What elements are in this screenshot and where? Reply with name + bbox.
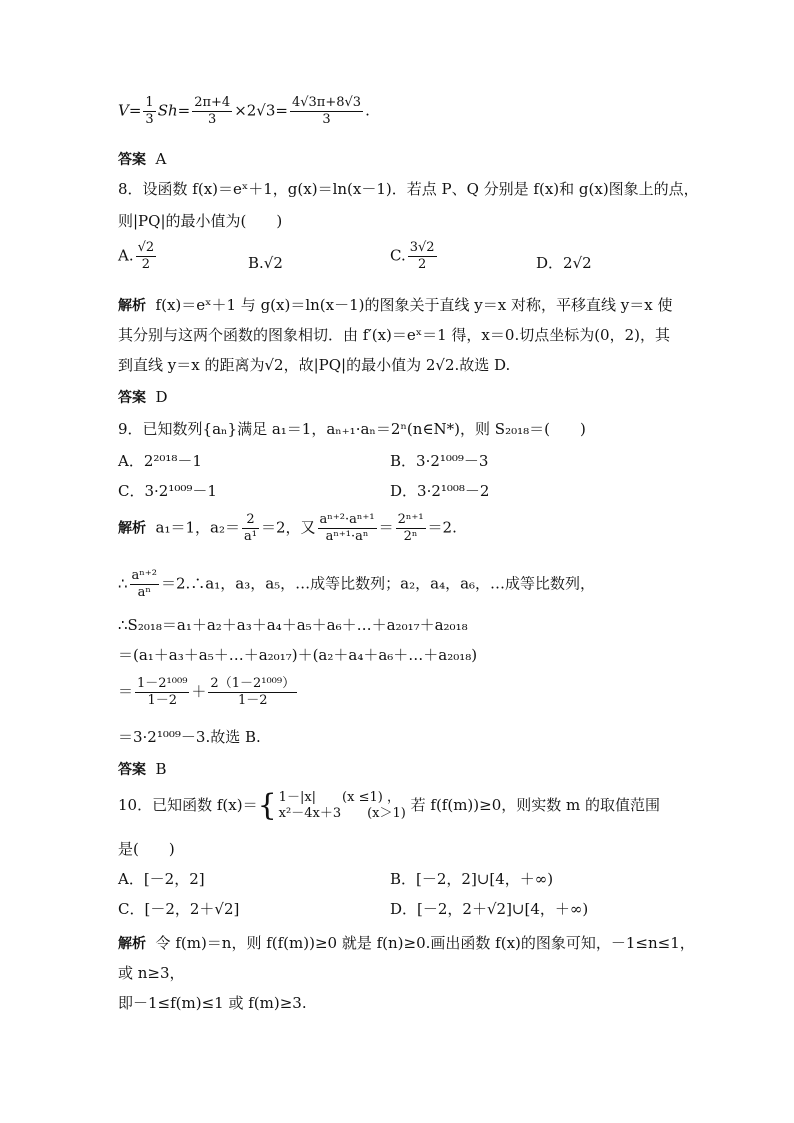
question-8-line-1: 8．设函数 f(x)＝eˣ＋1，g(x)＝ln(x－1)．若点 P、Q 分别是 f(x)和 g(x)图象上的点， xyxy=(118,180,699,198)
brace: { xyxy=(257,788,277,823)
answer-value: B xyxy=(155,760,167,778)
solution-8-line-3: 到直线 y＝x 的距离为√2，故|PQ|的最小值为 2√2.故选 D. xyxy=(118,356,511,374)
q8-option-d: D．2√2 xyxy=(536,254,592,272)
text: Sh= xyxy=(157,101,191,120)
solution-label: 解析 xyxy=(118,298,146,314)
solution-10-line-1: 解析 令 f(m)＝n，则 f(f(m))≥0 就是 f(n)≥0.画出函数 f(x)的图象可知，－1≤n≤1， xyxy=(118,934,695,952)
fraction: $\frac{4√3\pi+8√3}{3}$ xyxy=(291,95,362,127)
q9-option-a: A．2²⁰¹⁸－1 xyxy=(118,452,202,470)
solution-9-line-1: 解析 a₁＝1，a₂＝ $\frac{2}{\text{a¹}}$ ＝2，又 $\frac{\text{aⁿ⁺²·aⁿ⁺¹}}{\text{aⁿ⁺¹·aⁿ}}$ ＝ $\frac{\text{2ⁿ⁺¹}}{\text{2ⁿ}}$ ＝2. xyxy=(118,512,457,544)
q9-option-d: D．3·2¹⁰⁰⁸－2 xyxy=(390,482,490,500)
question-10-line-1: 10．已知函数 f(x)＝{ 1－|x| (x ≤1) ， x²－4x＋3 (x＞1) 若 f(f(m))≥0，则实数 m 的取值范围 xyxy=(118,788,661,823)
solution-8-line-1: 解析 f(x)＝eˣ＋1 与 g(x)＝ln(x－1)的图象关于直线 y＝x 对称，平移直线 y＝x 使 xyxy=(118,296,673,314)
answer-value: A xyxy=(155,150,167,168)
piecewise-cases: 1－|x| (x ≤1) ， x²－4x＋3 (x＞1) xyxy=(278,790,406,821)
q10-option-a: A．[－2，2] xyxy=(118,870,205,888)
fraction: $\frac{2\pi+4}{3}$ xyxy=(194,95,231,127)
text: . xyxy=(365,101,370,120)
answer-label: 答案 xyxy=(118,152,146,168)
answer-label: 答案 xyxy=(118,390,146,406)
answer-label: 答案 xyxy=(118,762,146,778)
answer-8 xyxy=(118,386,168,409)
solution-8-line-2: 其分别与这两个函数的图象相切．由 f′(x)＝eˣ＝1 得，x＝0.切点坐标为(0，2)，其 xyxy=(118,326,671,344)
solution-9-line-4: ＝(a₁＋a₃＋a₅＋…＋a₂₀₁₇)＋(a₂＋a₄＋a₆＋…＋a₂₀₁₈) xyxy=(118,646,478,664)
solution-9-line-2: ∴ $\frac{\text{aⁿ⁺²}}{\text{aⁿ}}$ ＝2.∴a₁，a₃，a₅，…成等比数列；a₂，a₄，a₆，…成等比数列， xyxy=(118,568,596,600)
text: V= xyxy=(118,101,142,120)
solution-9-line-5: ＝ $\frac{\text{1－2¹⁰⁰⁹}}{1-2}$ ＋ $\frac{\text{2（1－2¹⁰⁰⁹）}}{1-2}$ xyxy=(118,676,296,708)
solution-9-line-3: ∴S₂₀₁₈＝a₁＋a₂＋a₃＋a₄＋a₅＋a₆＋…＋a₂₀₁₇＋a₂₀₁₈ xyxy=(118,616,468,634)
solution-label: 解析 xyxy=(118,520,146,537)
q9-option-b: B．3·2¹⁰⁰⁹－3 xyxy=(390,452,489,470)
fraction: $\frac{1}{3}$ xyxy=(145,95,154,127)
q10-option-b: B．[－2，2]∪[4，＋∞) xyxy=(390,870,554,888)
answer-7 xyxy=(118,148,166,171)
answer-9 xyxy=(118,758,167,781)
q8-option-c: C. $\frac{3√2}{2}$ xyxy=(390,240,435,272)
q10-option-d: D．[－2，2＋√2]∪[4，＋∞) xyxy=(390,900,589,918)
q8-option-a: A. $\frac{√2}{2}$ xyxy=(118,240,155,272)
question-10-line-2: 是( ) xyxy=(118,840,175,858)
question-9-line-1: 9．已知数列{aₙ}满足 a₁＝1，aₙ₊₁·aₙ＝2ⁿ(n∈N*)，则 S₂₀₁₈＝( ) xyxy=(118,420,586,438)
solution-10-line-3: 即－1≤f(m)≤1 或 f(m)≥3. xyxy=(118,994,307,1012)
volume-formula xyxy=(118,95,370,128)
text: ×2√3= xyxy=(234,101,288,120)
question-8-line-2: 则|PQ|的最小值为( ) xyxy=(118,212,283,230)
solution-10-line-2: 或 n≥3， xyxy=(118,964,185,982)
solution-label: 解析 xyxy=(118,936,146,952)
solution-9-line-6: ＝3·2¹⁰⁰⁹－3.故选 B. xyxy=(118,728,261,746)
q10-option-c: C．[－2，2＋√2] xyxy=(118,900,240,918)
answer-value: D xyxy=(155,388,168,406)
q8-option-b: B.√2 xyxy=(248,254,283,272)
q9-option-c: C．3·2¹⁰⁰⁹－1 xyxy=(118,482,217,500)
